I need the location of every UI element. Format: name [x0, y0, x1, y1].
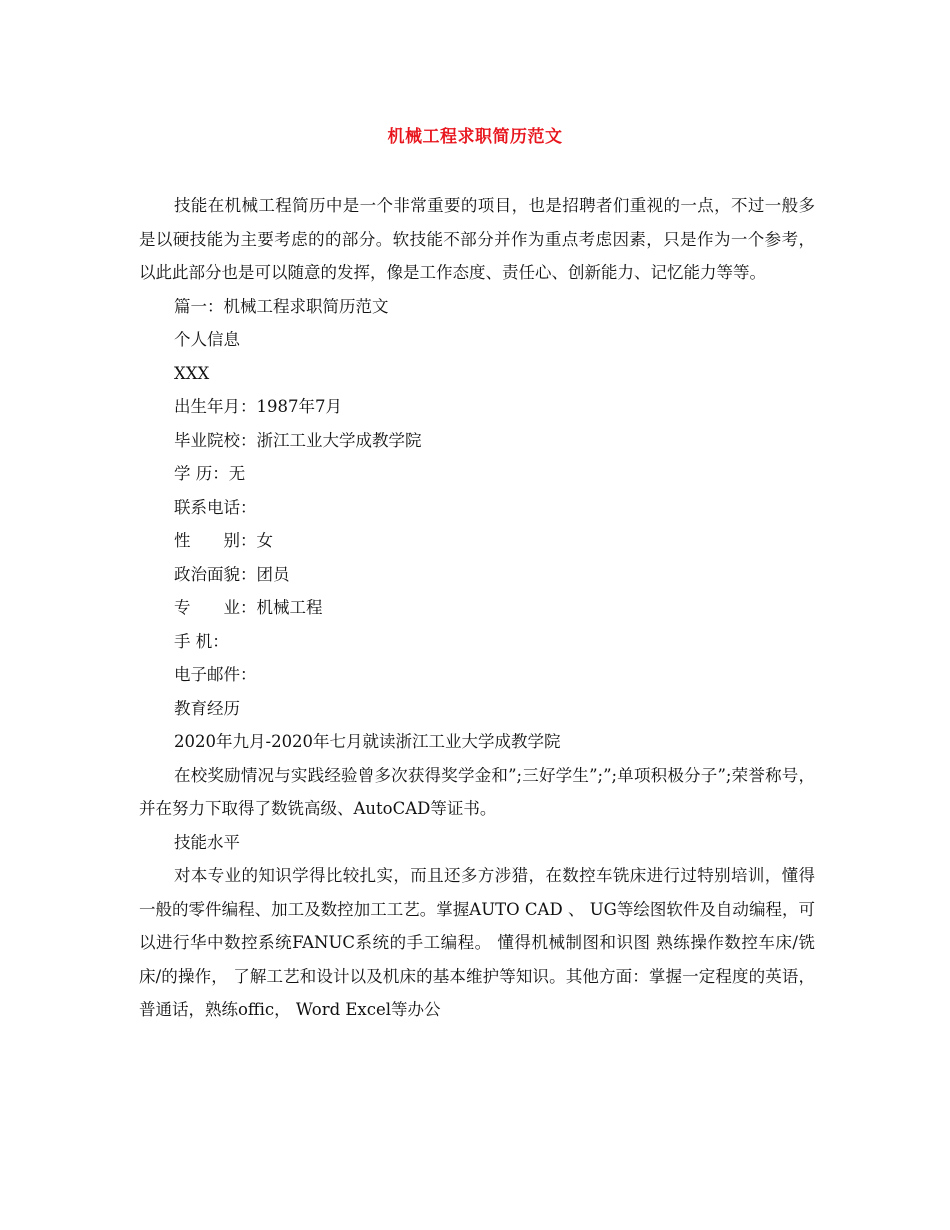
intro-paragraph: 技能在机械工程简历中是一个非常重要的项目，也是招聘者们重视的一点，不过一般多是以硬技能为主要考虑的的部分。软技能不部分并作为重点考虑因素，只是作为一个参考，以此此部分也是可以随意的发挥，像是工作态度、责任心、创新能力、记忆能力等等。	[139, 196, 815, 282]
section-heading: 教育经历	[174, 698, 240, 718]
section-heading: 个人信息	[174, 330, 240, 349]
info-line: 联系电话：	[174, 497, 257, 517]
info-line: 政治面貌：团员	[174, 564, 290, 584]
info-line: 学 历：无	[174, 464, 246, 483]
info-line: XXX	[174, 363, 210, 383]
info-line: 专 业：机械工程	[174, 598, 323, 617]
info-line: 毕业院校：浙江工业大学成教学院	[174, 430, 422, 450]
education-line: 2020年九月-2020年七月就读浙江工业大学成教学院	[174, 732, 561, 751]
section-heading: 篇一：机械工程求职简历范文	[174, 296, 389, 316]
section-heading: 技能水平	[174, 832, 240, 852]
info-line: 性 别：女	[174, 531, 273, 550]
document-title: 机械工程求职简历范文	[387, 127, 563, 147]
skills-paragraph: 对本专业的知识学得比较扎实，而且还多方涉猎，在数控车铣床进行过特别培训，懂得一般的零件编程、加工及数控加工工艺。掌握AUTO CAD 、 UG等绘图软件及自动编程，可以进行华中数控系统FANUC系统的手工编程。 懂得机械制图和识图 熟练操作数控车床/铣床/的操作， 了解工艺和设计以及机床的基本维护等知识。其他方面：掌握一定程度的英语，普通话，熟练offic， Word Excel等办公	[139, 866, 815, 1019]
document-body	[139, 189, 815, 1027]
info-line: 电子邮件：	[174, 665, 257, 684]
info-line: 手 机：	[174, 631, 229, 651]
info-line: 出生年月：1987年7月	[174, 397, 342, 416]
awards-paragraph: 在校奖励情况与实践经验曾多次获得奖学金和”;三好学生”;”;单项积极分子”;荣誉称号，并在努力下取得了数铣高级、AutoCAD等证书。	[139, 765, 815, 818]
